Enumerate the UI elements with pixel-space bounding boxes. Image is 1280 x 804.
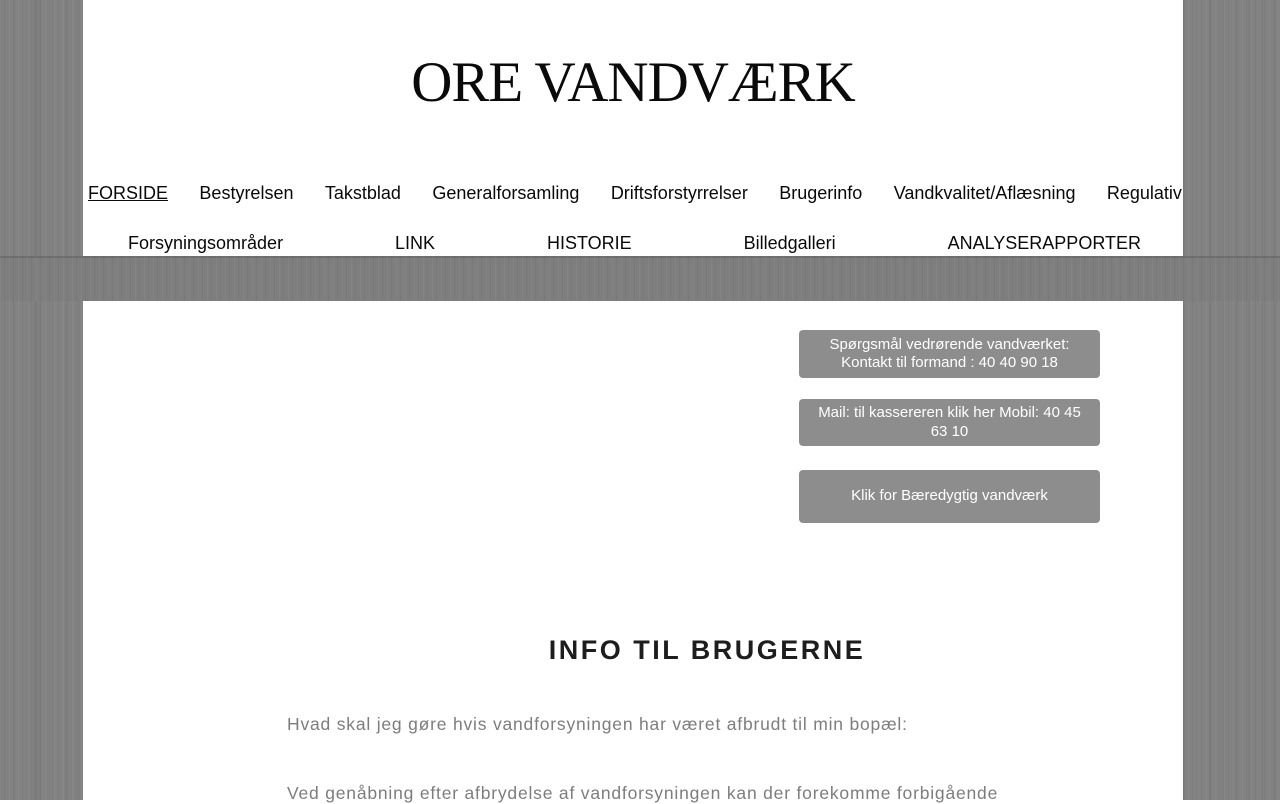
baeredygtig-vandvaerk-button[interactable]: Klik for Bæredygtig vandværk — [799, 470, 1100, 523]
divider-band — [0, 256, 1280, 301]
info-paragraph-1: Hvad skal jeg gøre hvis vandforsyningen har været afbrudt til min bopæl: — [287, 713, 908, 734]
contact-formand-button[interactable]: Spørgsmål vedrørende vandværket: Kontakt til formand : 40 40 90 18 — [799, 330, 1100, 378]
contact-button-stack — [799, 330, 1100, 523]
nav-item-analyserapporter[interactable]: ANALYSERAPPORTER — [947, 233, 1141, 253]
nav-item-bestyrelsen[interactable]: Bestyrelsen — [199, 183, 294, 203]
nav-item-takstblad[interactable]: Takstblad — [324, 183, 401, 203]
info-paragraph-2: Ved genåbning efter afbrydelse af vandforsyningen kan der forekomme forbigående — [287, 782, 999, 803]
nav-item-vandkvalitet-aflaesning[interactable]: Vandkvalitet/Aflæsning — [893, 183, 1076, 203]
content-sheet — [83, 0, 1183, 803]
nav-item-brugerinfo[interactable]: Brugerinfo — [779, 183, 863, 203]
nav-item-generalforsamling[interactable]: Generalforsamling — [432, 183, 580, 203]
nav-item-forsyningsomraader[interactable]: Forsyningsområder — [128, 233, 284, 253]
nav-item-regulativ[interactable]: Regulativ — [1106, 183, 1182, 203]
nav-item-forside[interactable]: FORSIDE — [88, 183, 169, 203]
site-title: ORE VANDVÆRK — [411, 51, 855, 114]
nav-item-driftsforstyrrelser[interactable]: Driftsforstyrrelser — [610, 183, 748, 203]
nav-item-link[interactable]: LINK — [395, 233, 436, 253]
info-heading: INFO TIL BRUGERNE — [548, 635, 866, 666]
nav-item-historie[interactable]: HISTORIE — [546, 233, 632, 253]
nav-item-billedgalleri[interactable]: Billedgalleri — [743, 233, 836, 253]
mail-kasserer-button[interactable]: Mail: til kassereren klik her Mobil: 40 45 63 10 — [799, 399, 1100, 446]
